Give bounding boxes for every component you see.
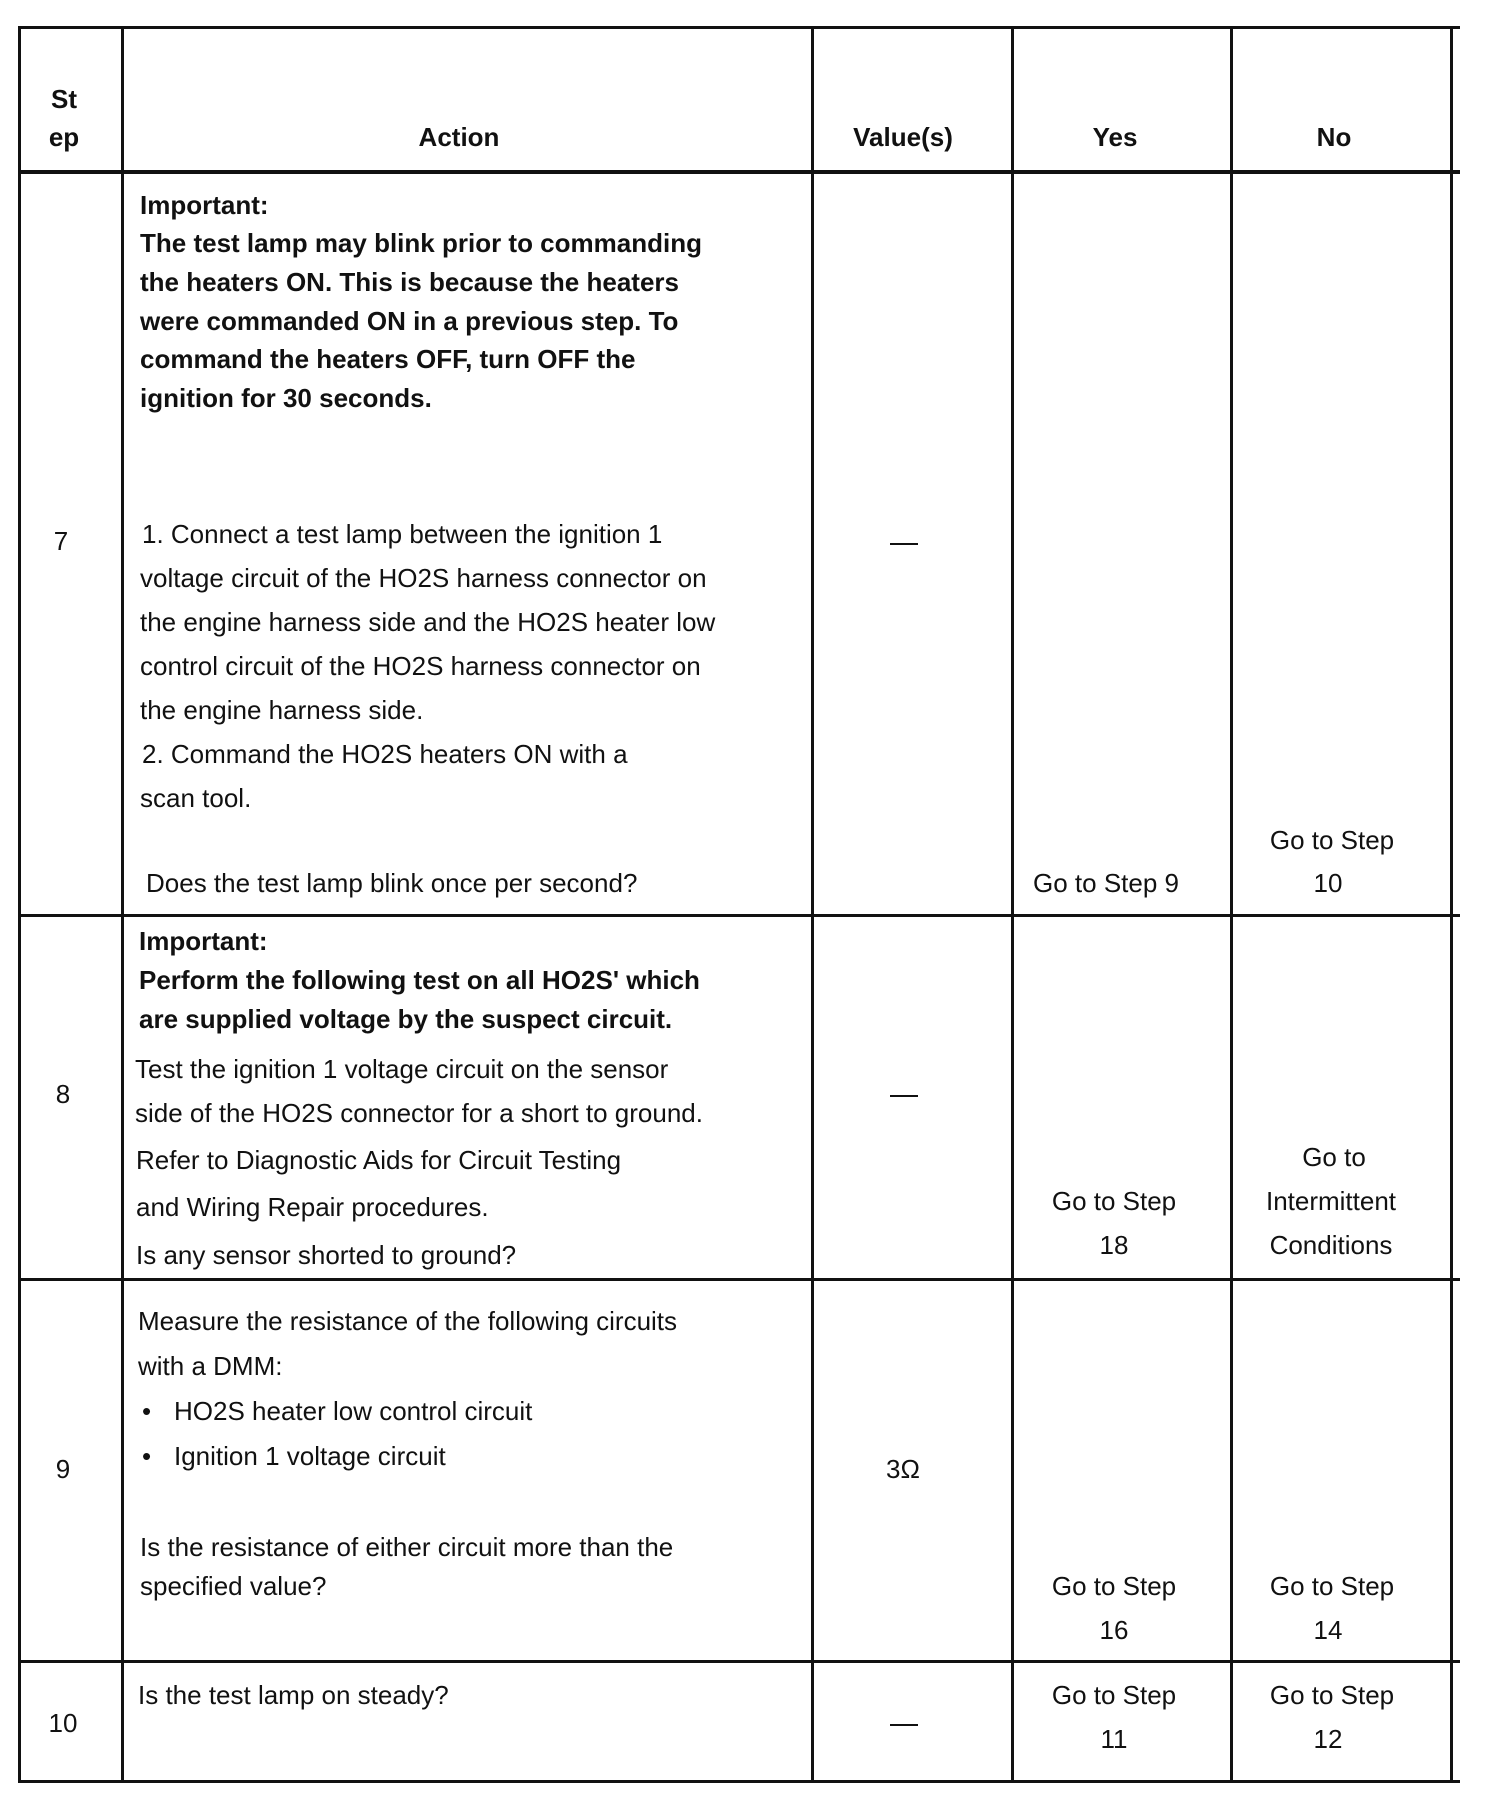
no-go-to-intermittent: Go to	[1302, 1142, 1366, 1172]
yes-go-to-step: Go to Step	[1051, 1680, 1177, 1710]
row-divider	[18, 914, 1460, 917]
column-divider	[1230, 26, 1233, 1783]
row-divider	[18, 1278, 1460, 1281]
no-go-to-step: Go to Step	[1269, 825, 1395, 855]
header-no: No	[1316, 122, 1352, 152]
column-divider	[121, 26, 124, 1783]
action-line: with a DMM:	[138, 1351, 283, 1381]
important-note-line: The test lamp may blink prior to commanding	[140, 228, 702, 258]
important-note-line: Perform the following test on all HO2S' which	[139, 965, 700, 995]
header-step-line2: ep	[48, 122, 80, 152]
step-number: 7	[53, 526, 69, 556]
action-line: side of the HO2S connector for a short to ground.	[135, 1098, 703, 1128]
important-note-line: command the heaters OFF, turn OFF the	[140, 344, 636, 374]
yes-go-to-step: 18	[1099, 1230, 1129, 1260]
no-go-to-step: 12	[1313, 1724, 1343, 1754]
action-line: 2. Command the HO2S heaters ON with a	[142, 739, 628, 769]
header-divider	[18, 170, 1460, 174]
table-border-right	[1450, 26, 1453, 1783]
yes-go-to-step: 11	[1100, 1724, 1128, 1754]
question: Is the resistance of either circuit more than the	[140, 1532, 674, 1562]
no-go-to-step: 10	[1313, 868, 1343, 898]
action-line: Measure the resistance of the following circuits	[138, 1306, 678, 1336]
question: Does the test lamp blink once per second?	[146, 868, 638, 898]
important-label: Important:	[140, 190, 269, 220]
important-note-line: are supplied voltage by the suspect circuit.	[139, 1004, 673, 1034]
header-yes: Yes	[1092, 122, 1138, 152]
yes-go-to-step: Go to Step	[1051, 1186, 1177, 1216]
important-note-line: the heaters ON. This is because the heaters	[140, 267, 679, 297]
no-go-to-step: Go to Step	[1269, 1680, 1395, 1710]
column-divider	[1011, 26, 1014, 1783]
action-line: the engine harness side.	[140, 695, 424, 725]
question: Is the test lamp on steady?	[138, 1680, 449, 1710]
no-go-to-step: Go to Step	[1269, 1571, 1395, 1601]
no-go-to-intermittent: Intermittent	[1265, 1186, 1397, 1216]
value-dash	[890, 1095, 918, 1097]
action-line: voltage circuit of the HO2S harness connector on	[140, 563, 707, 593]
important-note-line: were commanded ON in a previous step. To	[140, 306, 679, 336]
table-border-left	[18, 26, 21, 1783]
yes-go-to-step: Go to Step 9	[1033, 868, 1179, 898]
bullet-item: •	[142, 1396, 152, 1426]
action-line: and Wiring Repair procedures.	[136, 1192, 489, 1222]
header-step-line1: St	[51, 84, 77, 114]
action-line: 1. Connect a test lamp between the ignition 1	[142, 519, 663, 549]
bullet-item-text: Ignition 1 voltage circuit	[174, 1441, 446, 1471]
value-text: 3Ω	[886, 1454, 920, 1484]
row-divider	[18, 1660, 1460, 1663]
table-border-bottom	[18, 1780, 1460, 1783]
action-line: Test the ignition 1 voltage circuit on the sensor	[135, 1054, 669, 1084]
header-action: Action	[418, 122, 500, 152]
yes-go-to-step: 16	[1099, 1615, 1129, 1645]
bullet-item-text: HO2S heater low control circuit	[174, 1396, 533, 1426]
table-border-top	[18, 26, 1460, 29]
value-dash	[890, 1724, 918, 1726]
action-line: control circuit of the HO2S harness connector on	[140, 651, 701, 681]
value-dash	[890, 543, 918, 545]
no-go-to-intermittent: Conditions	[1269, 1230, 1393, 1260]
question: specified value?	[140, 1571, 327, 1601]
important-note-line: ignition for 30 seconds.	[140, 383, 432, 413]
step-number: 8	[55, 1079, 71, 1109]
yes-go-to-step: Go to Step	[1051, 1571, 1177, 1601]
important-label: Important:	[139, 926, 268, 956]
action-line: Refer to Diagnostic Aids for Circuit Testing	[136, 1145, 622, 1175]
step-number: 9	[55, 1454, 71, 1484]
question: Is any sensor shorted to ground?	[136, 1240, 517, 1270]
step-number: 10	[48, 1708, 78, 1738]
action-line: scan tool.	[140, 783, 252, 813]
bullet-item: •	[142, 1441, 152, 1471]
no-go-to-step: 14	[1313, 1615, 1343, 1645]
column-divider	[811, 26, 814, 1783]
header-values: Value(s)	[853, 122, 953, 152]
action-line: the engine harness side and the HO2S heater low	[140, 607, 716, 637]
